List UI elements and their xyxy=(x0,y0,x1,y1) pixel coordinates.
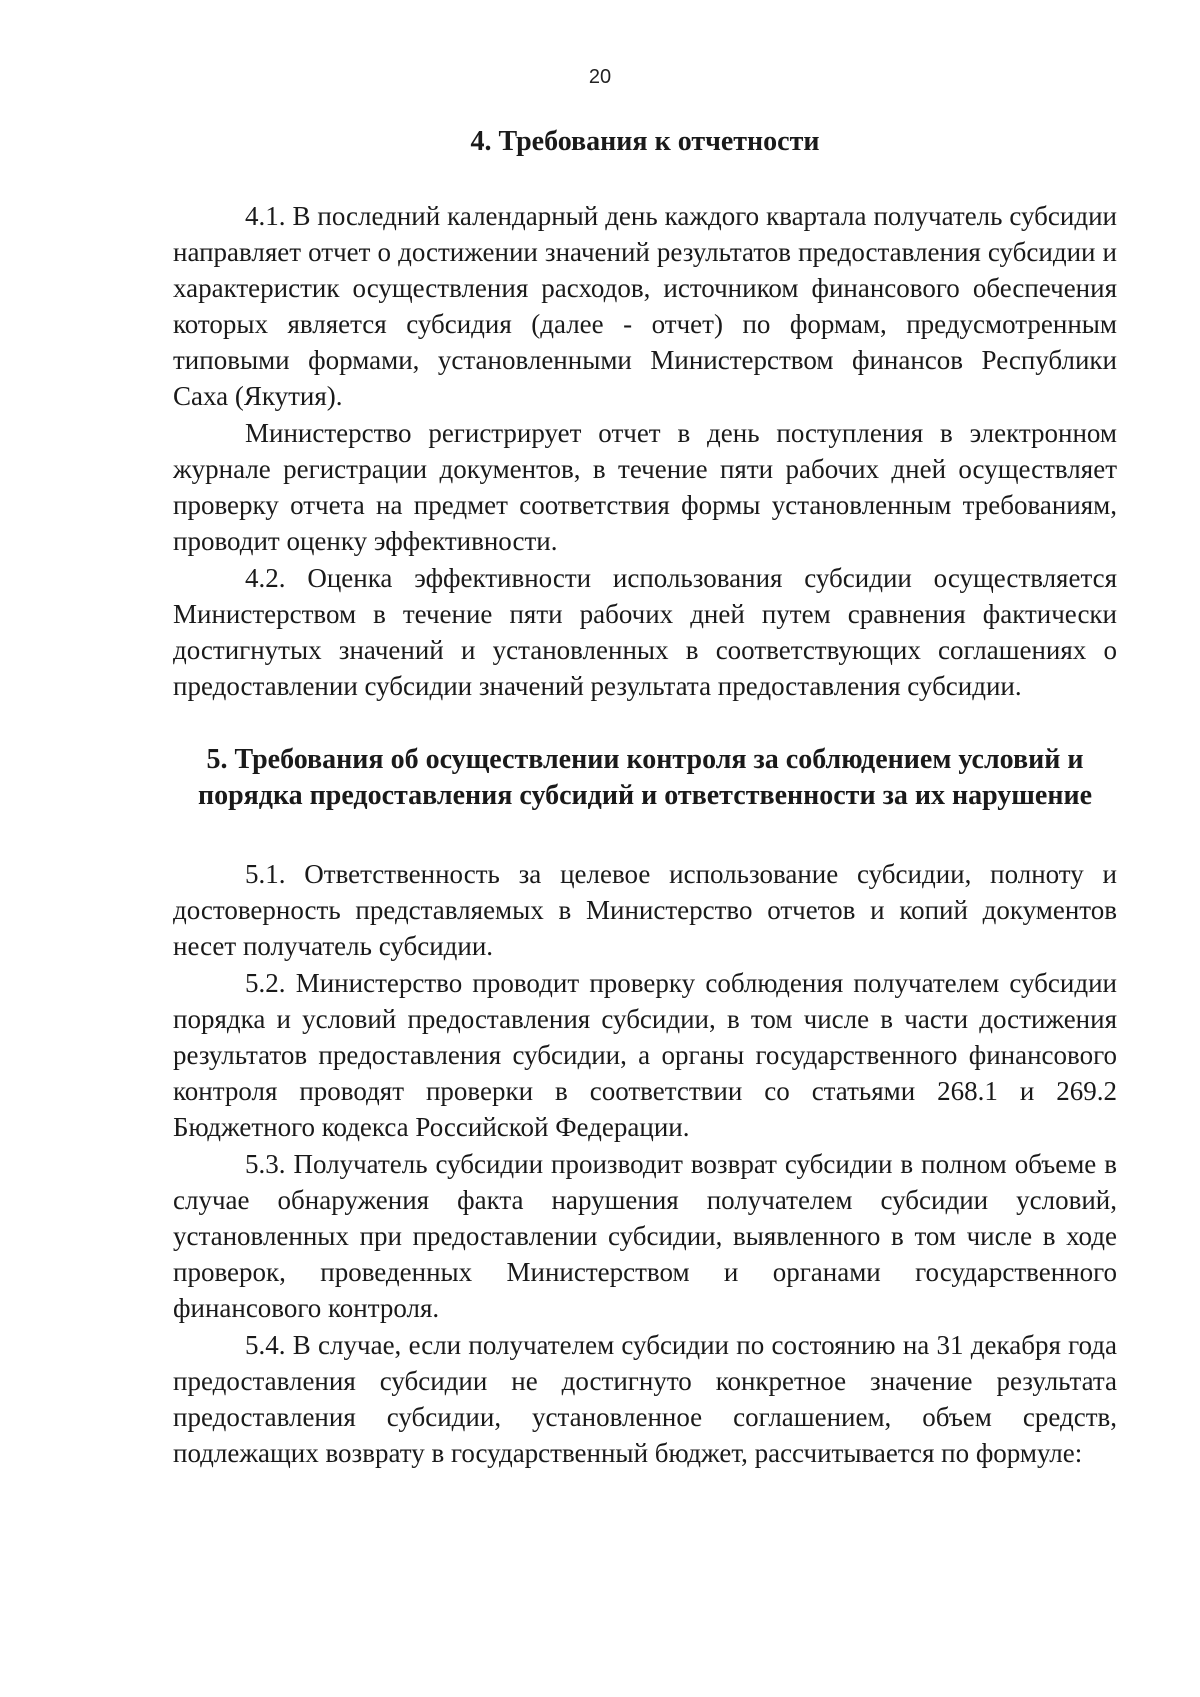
paragraph-5-1: 5.1. Ответственность за целевое использование субсидии, полноту и достоверность представляемых в Министерство отчетов и копий документов несет получатель субсидии. xyxy=(173,859,1117,961)
section-4-heading: 4. Требования к отчетности xyxy=(470,126,820,157)
paragraph-5-2: 5.2. Министерство проводит проверку соблюдения получателем субсидии порядка и условий предоставления субсидии, в том числе в части достижения результатов предоставления субсидии, а органы государственного финансового контроля проводят проверки в соответствии со статьями 268.1 и 269.2 Бюджетного кодекса Российской Федерации. xyxy=(173,968,1117,1142)
section-5-heading: 5. Требования об осуществлении контроля за соблюдением условий и порядка предоставления субсидий и ответственности за их нарушение xyxy=(197,744,1093,811)
paragraph-4-1-registration: Министерство регистрирует отчет в день поступления в электронном журнале регистрации документов, в течение пяти рабочих дней осуществляет проверку отчета на предмет соответствия формы установленным требованиям, проводит оценку эффективности. xyxy=(173,418,1117,556)
paragraph-5-3: 5.3. Получатель субсидии производит возврат субсидии в полном объеме в случае обнаружения факта нарушения получателем субсидии условий, установленных при предоставлении субсидии, выявленного в том числе в ходе проверок, проведенных Министерством и органами государственного финансового контроля. xyxy=(173,1149,1117,1323)
paragraph-4-1: 4.1. В последний календарный день каждого квартала получатель субсидии направляет отчет о достижении значений результатов предоставления субсидии и характеристик осуществления расходов, источником финансового обеспечения которых является субсидия (далее - отчет) по формам, предусмотренным типовыми формами, установленными Министерством финансов Республики Саха (Якутия). xyxy=(173,201,1117,411)
paragraph-5-4: 5.4. В случае, если получателем субсидии по состоянию на 31 декабря года предоставления субсидии не достигнуто конкретное значение результата предоставления субсидии, установленное соглашением, объем средств, подлежащих возврату в государственный бюджет, рассчитывается по формуле: xyxy=(173,1330,1117,1468)
page-number: 20 xyxy=(588,66,612,88)
paragraph-4-2: 4.2. Оценка эффективности использования субсидии осуществляется Министерством в течение пяти рабочих дней путем сравнения фактически достигнутых значений и установленных в соответствующих соглашениях о предоставлении субсидии значений результата предоставления субсидии. xyxy=(173,563,1117,701)
